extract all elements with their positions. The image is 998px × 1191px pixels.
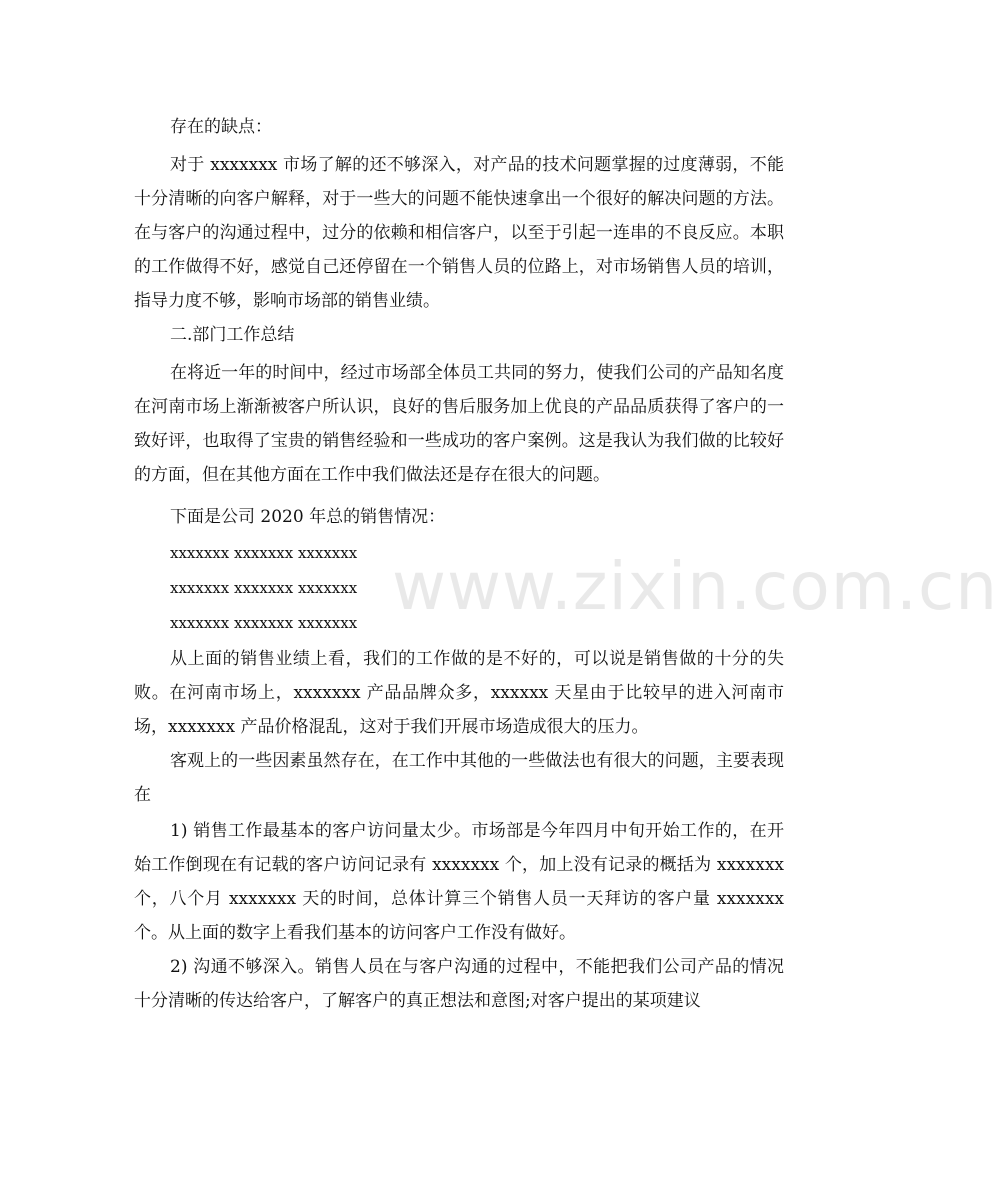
paragraph-objective-factors: 客观上的一些因素虽然存在，在工作中其他的一些做法也有很大的问题，主要表现在 (134, 751, 784, 805)
paragraph-sales-analysis: 从上面的销售业绩上看，我们的工作做的是不好的，可以说是销售做的十分的失败。在河南市场上，xxxxxxx 产品品牌众多，xxxxxx 天星由于比较早的进入河南市场，xxxxxxx 产品价格混乱，这对于我们开展市场造成很大的压力。 (134, 649, 784, 737)
section-heading-department-summary: 二.部门工作总结 (170, 325, 295, 345)
list-item-visits: 1) 销售工作最基本的客户访问量太少。市场部是今年四月中旬开始工作的，在开始工作倒现在有记载的客户访问记录有 xxxxxxx 个，加上没有记录的概括为 xxxxxxx 个，八个月 xxxxxxx 天的时间，总体计算三个销售人员一天拜访的客户量 xxxxxxx 个。从上面的数字上看我们基本的访问客户工作没有做好。 (134, 821, 784, 943)
sales-data-row: xxxxxxx xxxxxxx xxxxxxx (170, 614, 358, 632)
watermark: www.zixin.com.cn (392, 548, 998, 625)
sales-data-row: xxxxxxx xxxxxxx xxxxxxx (170, 544, 358, 562)
sales-data-row: xxxxxxx xxxxxxx xxxxxxx (170, 579, 358, 597)
list-item-communication: 2) 沟通不够深入。销售人员在与客户沟通的过程中，不能把我们公司产品的情况十分清晰的传达给客户，了解客户的真正想法和意图;对客户提出的某项建议 (134, 957, 784, 1011)
paragraph-sales-intro: 下面是公司 2020 年总的销售情况： (170, 507, 446, 527)
paragraph-shortcomings-heading: 存在的缺点： (170, 117, 272, 137)
paragraph-department-summary: 在将近一年的时间中，经过市场部全体员工共同的努力，使我们公司的产品知名度在河南市场上渐渐被客户所认识，良好的售后服务加上优良的产品品质获得了客户的一致好评，也取得了宝贵的销售经验和一些成功的客户案例。这是我认为我们做的比较好的方面，但在其他方面在工作中我们做法还是存在很大的问题。 (134, 363, 784, 485)
paragraph-shortcomings: 对于 xxxxxxx 市场了解的还不够深入，对产品的技术问题掌握的过度薄弱，不能十分清晰的向客户解释，对于一些大的问题不能快速拿出一个很好的解决问题的方法。在与客户的沟通过程中，过分的依赖和相信客户，以至于引起一连串的不良反应。本职的工作做得不好，感觉自己还停留在一个销售人员的位路上，对市场销售人员的培训，指导力度不够，影响市场部的销售业绩。 (134, 155, 784, 311)
